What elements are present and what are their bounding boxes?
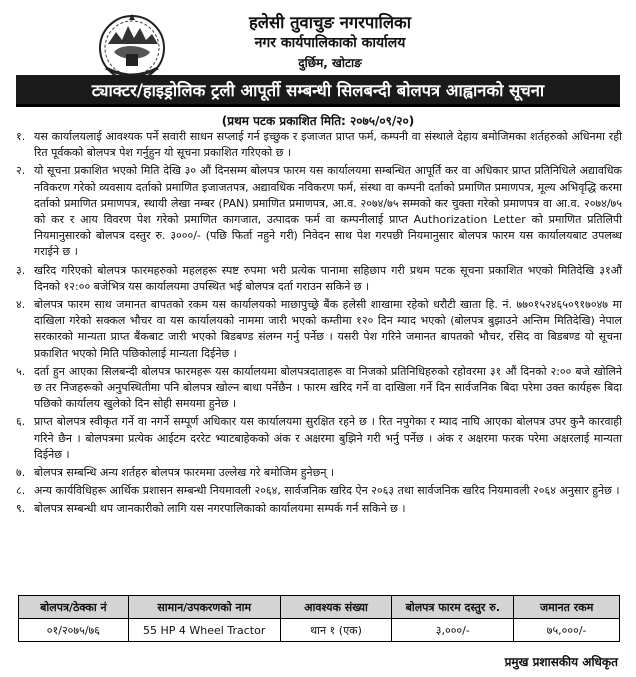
condition-text: अन्य कार्यविधिहरू आर्थिक प्रशासन सम्बन्धी नियमावली २०६४, सार्वजनिक खरिद ऐन २०६३ तथा सार्वजनिक खरिद नियमावली २०६४ अनुसार हुनेछ । bbox=[34, 484, 620, 498]
column-header-security-amount: जमानत रकम bbox=[514, 596, 620, 619]
conditions-list bbox=[16, 129, 622, 520]
signature-title: प्रमुख प्रशासकीय अधिकृत bbox=[504, 655, 618, 669]
condition-item bbox=[16, 263, 622, 295]
condition-text: दर्ता हुन आएका सिलबन्दी बोलपत्र फारमहरू यस कार्यालयमा बोलपत्रदाताहरू वा निजको प्रतिनिधिहरुको रहोवरमा ३१ औं दिनको २:०० बजे खोलिने छ तर निजहरूको अनुपस्थितीमा पनि बोलपत्र खोल्न बाधा पर्नेछैन । फारम खरिद गर्ने वा दाखिला गर्ने दिन सार्वजनिक बिदा परेमा उक्त कार्यहरू बिदा पछिको कार्यालय खुलेको दिन सोही समयमा हुनेछ । bbox=[34, 364, 622, 411]
column-header-form-fee: बोलपत्र फारम दस्तुर रु. bbox=[392, 596, 514, 619]
condition-number: ६. bbox=[16, 415, 26, 429]
condition-text: बोलपत्र सम्बन्धी थप जानकारीको लागि यस नगरपालिकाको कार्यालयमा सम्पर्क गर्न सकिने छ । bbox=[34, 502, 406, 516]
condition-item bbox=[16, 465, 622, 481]
office-address: दुर्छिम, खोटाङ bbox=[298, 56, 362, 70]
table-header-row bbox=[19, 596, 620, 619]
cell-item-name: 55 HP 4 Wheel Tractor bbox=[128, 619, 280, 642]
cell-security-amount: ७५,०००/- bbox=[514, 619, 620, 642]
cell-form-fee: ३,०००/- bbox=[392, 619, 514, 642]
column-header-item-name: सामान/उपकरणको नाम bbox=[128, 596, 280, 619]
condition-item bbox=[16, 364, 622, 413]
condition-text: बोलपत्र सम्बन्धि अन्य शर्तहरु बोलपत्र फारममा उल्लेख गरे बमोजिम हुनेछन् । bbox=[34, 466, 335, 480]
condition-text: प्राप्त बोलपत्र स्वीकृत गर्ने वा नगर्ने सम्पूर्ण अधिकार यस कार्यालयमा सुरक्षित रहने छ । रित नपुगेका र म्याद नाघि आएका बोलपत्र उपर कुनै कारवाही गरिने छैन । बोलपत्रमा प्रत्येक आईटम दररेट भ्याटबाहेकको अंक र अक्षरमा बुझिने गरी भर्नु पर्नेछ । अंक र अक्षरमा फरक परेमा अक्षरलाई मान्यता दिईनेछ । bbox=[34, 415, 622, 461]
condition-text: बोलपत्र फारम साथ जमानत बापतको रकम यस कार्यालयको माछापुच्छ्रे बैंक हलेसी शाखामा रहेको धरौटी खाता हि. नं. ७७०१५२४६५०९१७०४७ मा दाखिला गरेको सक्कल भौचर वा यस कार्यालयको नाममा जारी भएको कम्तीमा १२० दिन म्याद भएको (बोलपत्र बुझाउने अन्तिम मितिदेखि) नेपाल सरकारको मान्यता प्राप्त बैंकबाट जारी भएको बिडबण्ड संलग्न गर्नु पर्नेछ । यसरी पेश गरिने जमानत बापतको भौचर, रसिद वा बिडबण्ड यो सूचना प्रकाशित भएको मिति पछिकोलाई मान्यता दिईनेछ । bbox=[34, 298, 622, 360]
condition-text: यस कार्यालयलाई आवश्यक पर्ने सवारी साधन सप्लाई गर्न इच्छुक र इजाजत प्राप्त फर्म, कम्पनी वा संस्थाले देहाय बमोजिमका शर्तहरुको अधिनमा रही रित पूर्वकको बोलपत्र पेश गर्नुहुन यो सूचना प्रकाशित गरिएको छ । bbox=[34, 130, 622, 160]
condition-number: ३. bbox=[16, 263, 26, 277]
condition-number: ७. bbox=[16, 466, 26, 480]
condition-number: ५. bbox=[16, 364, 26, 378]
table-row bbox=[19, 619, 620, 642]
nepal-emblem-icon bbox=[96, 10, 168, 82]
notice-title: ट्याक्टर/हाइड्रोलिक ट्रली आपूर्ती सम्बन्धी सिलबन्दी बोलपत्र आह्वानको सूचना bbox=[16, 75, 620, 107]
condition-number: ४. bbox=[16, 298, 26, 312]
column-header-quantity: आवश्यक संख्या bbox=[280, 596, 392, 619]
condition-item bbox=[16, 129, 622, 161]
condition-number: २. bbox=[16, 164, 26, 178]
column-header-tender-no: बोलपत्र/ठेक्का नं bbox=[19, 596, 129, 619]
condition-number: १. bbox=[16, 130, 26, 143]
condition-text: यो सूचना प्रकाशित भएको मिति देखि ३० औं दिनसम्म बोलपत्र फारम यस कार्यालयमा सम्बन्धित आपूर्ति कर वा अधिकार प्राप्त प्रतिनिधिले अद्यावधिक नविकरण गरेको व्यवसाय दर्ताको प्रमाणित इजाजतपत्र, अद्यावधिक नविकरण फर्म, संस्था वा कम्पनी दर्ताको प्रमाणित प्रमाणपत्र, मूल्य अभिवृद्धि करमा दर्ताको प्रमाणित प्रमाणपत्र, स्थायी लेखा नम्बर (PAN) प्रमाणित प्रमाणपत्र, आ.व. २०७४/७५ सम्मको कर चुक्ता गरेको प्रमाणपत्र वा आ.व. २०७४/७५ को कर र आय विवरण पेश गरेको प्रमाणित कागजात, उत्पादक फर्म वा कम्पनीलाई प्राप्त Authorization Letter को प्रमाणित प्रतिलिपी नियमानुसारको बोलपत्र दस्तुर रु. ३०००/- (पछि फिर्ता नहुने गरी) निवेदन साथ पेश गरपछी नियमानुसार बोलपत्र फारम यस कार्यालयबाट उपलब्ध गराईने छ । bbox=[34, 164, 622, 259]
condition-item bbox=[16, 501, 622, 517]
condition-item bbox=[16, 163, 622, 260]
office-name: नगर कार्यपालिकाको कार्यालय bbox=[254, 35, 406, 51]
condition-text: खरिद गरिएको बोलपत्र फारमहरुको महलहरू स्पष्ट रुपमा भरी प्रत्येक पानामा सहिछाप गरी प्रथम पटक सूचना प्रकाशित भएको मितिदेखि ३१औं दिनको १२:०० बजेभित्र यस कार्यालयमा उपस्थित भई बोलपत्र दर्ता गराउन सकिने छ । bbox=[34, 263, 622, 293]
condition-item bbox=[16, 414, 622, 463]
publication-date: (प्रथम पटक प्रकाशित मिति: २०७५/०९/२०) bbox=[221, 114, 415, 128]
condition-number: ९. bbox=[16, 502, 26, 516]
municipality-name: हलेसी तुवाचुङ नगरपालिका bbox=[249, 13, 411, 32]
cell-quantity: थान १ (एक) bbox=[280, 619, 392, 642]
condition-item bbox=[16, 297, 622, 362]
condition-item bbox=[16, 483, 622, 499]
cell-tender-no: ०१/२०७५/७६ bbox=[19, 619, 129, 642]
tender-table bbox=[18, 595, 620, 642]
condition-number: ८. bbox=[16, 484, 26, 498]
